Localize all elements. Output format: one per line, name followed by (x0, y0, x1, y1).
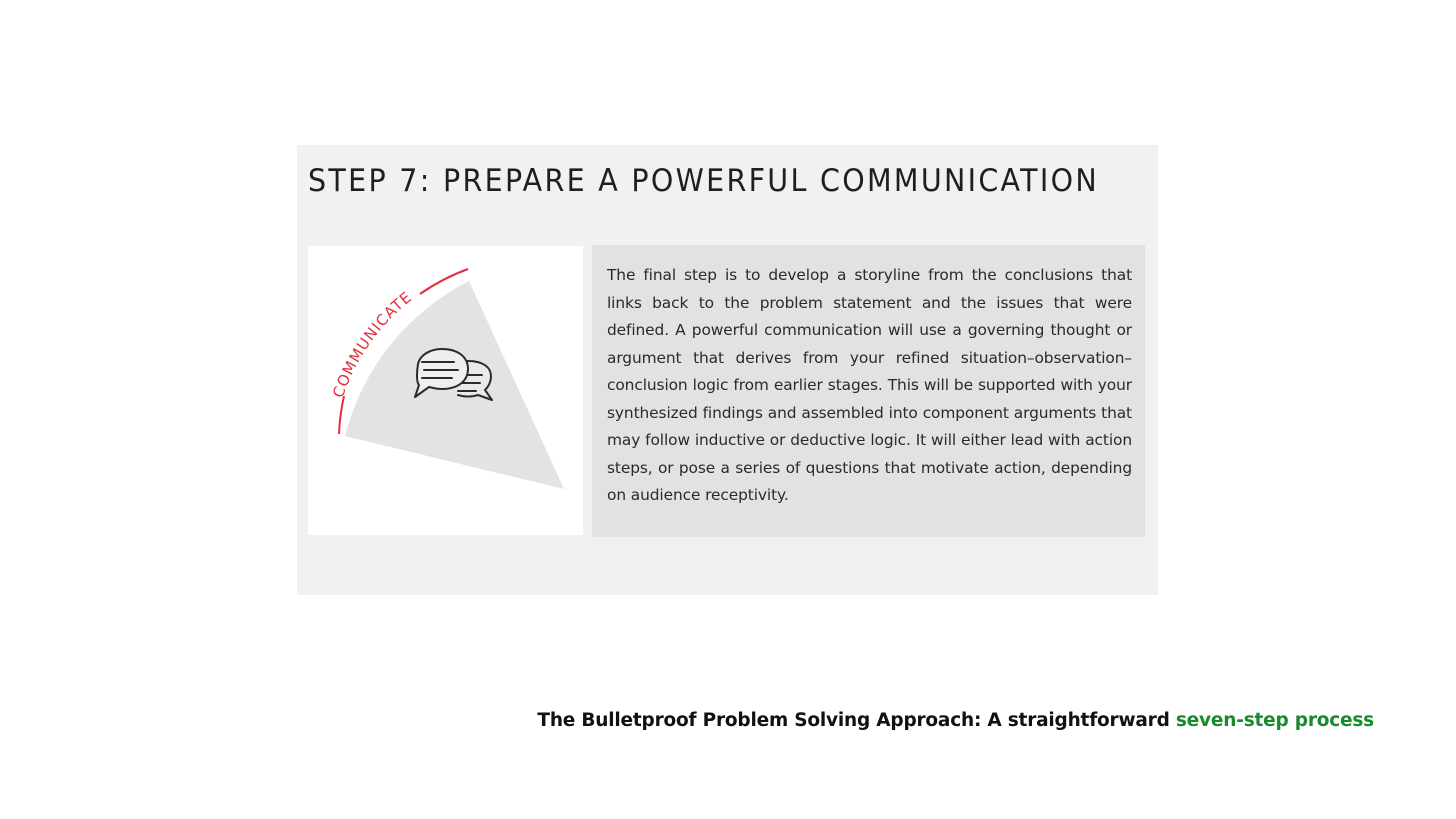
slide-caption (537, 710, 1374, 731)
arc-line-lower (339, 396, 344, 434)
step-card (297, 145, 1158, 595)
step-description: The final step is to develop a storyline from the conclusions that links back to the problem statement and the issues that were defined. A powerful communication will use a governing thought or argument that derives from your refined situation–observation–conclusion logic from earlier stages. This will be supported with your synthesized findings and assembled into component arguments that may follow inductive or deductive logic. It will either lead with action steps, or pose a series of questions that motivate action, depending on audience receptivity. (607, 266, 1132, 504)
step-title: STEP 7: PREPARE A POWERFUL COMMUNICATION (308, 163, 1099, 199)
communicate-illustration (308, 246, 583, 535)
communicate-wedge-diagram (308, 246, 583, 535)
arc-label-path: COMMUNICATE (329, 287, 416, 400)
description-panel (592, 245, 1145, 537)
caption-main: The Bulletproof Problem Solving Approach: A straightforward (537, 710, 1176, 731)
caption-highlight: seven-step process (1175, 710, 1374, 731)
